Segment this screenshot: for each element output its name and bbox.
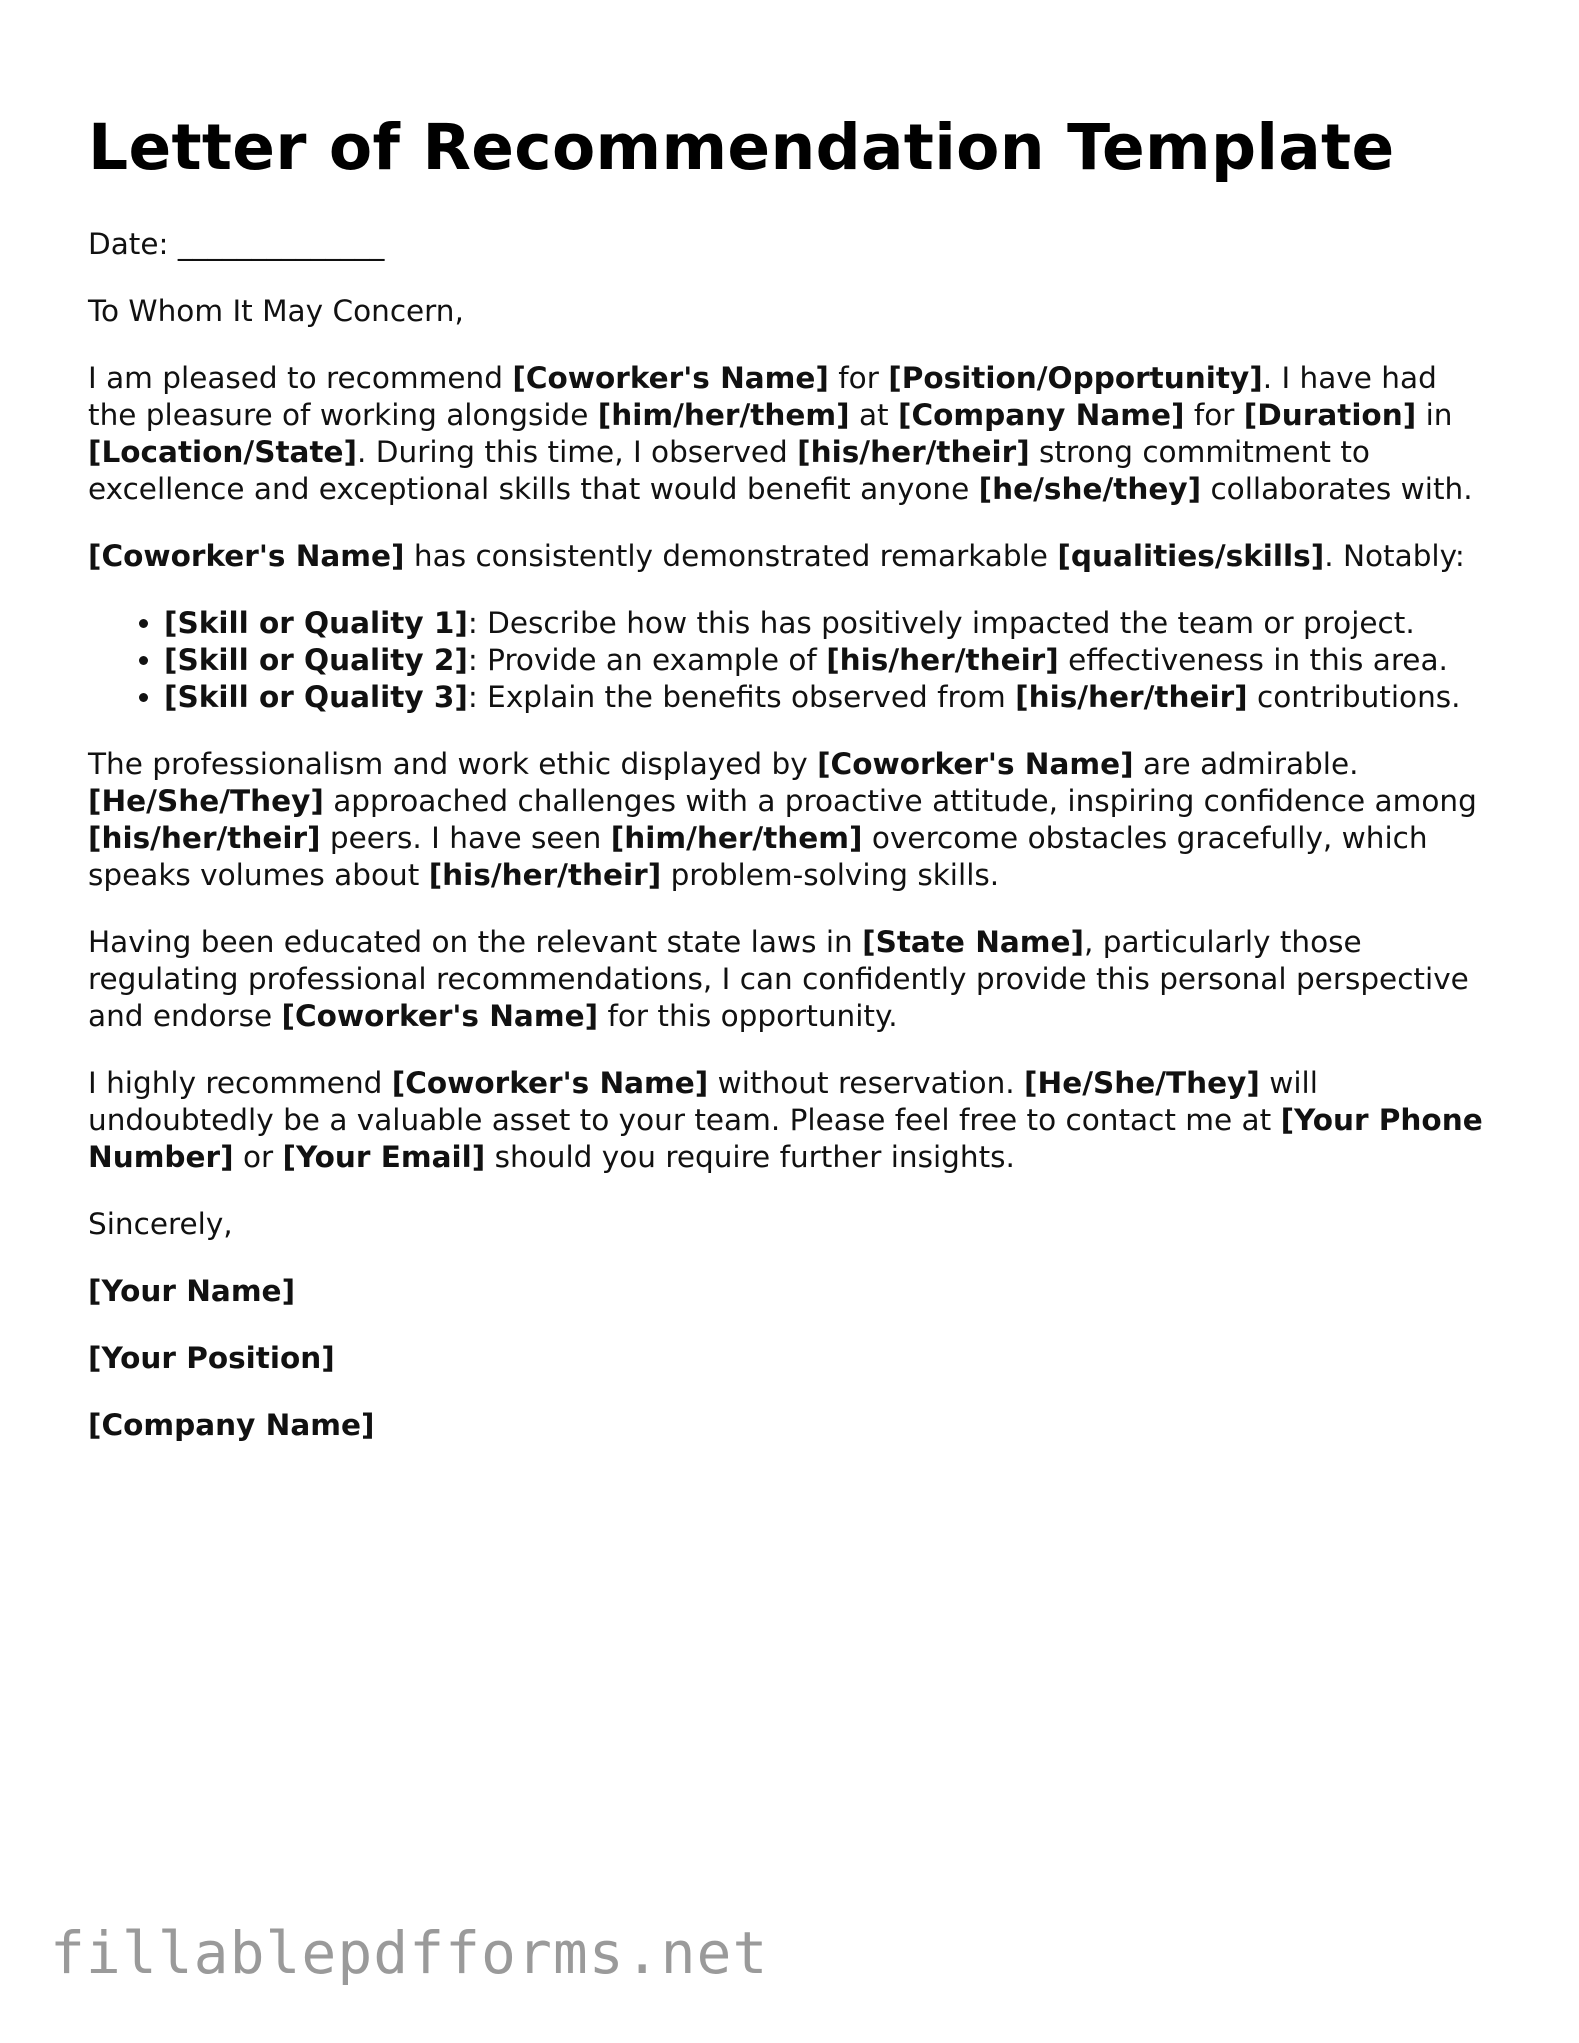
text: I highly recommend (88, 1066, 392, 1100)
placeholder-state-name: [State Name] (862, 925, 1085, 959)
date-blank: ______________ (177, 227, 385, 261)
date-line (88, 226, 1488, 263)
letter-page (88, 108, 1488, 1474)
text: The professionalism and work ethic displayed by (88, 747, 818, 781)
text: approached challenges with a proactive attitude, inspiring confidence among (323, 784, 1477, 818)
text: at (849, 398, 898, 432)
placeholder-pronoun: [him/her/them] (597, 398, 850, 432)
text: : Provide an example of (467, 643, 827, 677)
site-watermark: fillablepdfforms.net (50, 1919, 769, 1987)
signature-company: [Company Name] (88, 1408, 375, 1442)
placeholder-pronoun: [his/her/their] (1015, 680, 1248, 714)
placeholder-pronoun: [he/she/they] (978, 472, 1202, 506)
text: without reservation. (708, 1066, 1025, 1100)
text: , particularly those regulating professional recommendations, I can confidently provide this personal perspective and endorse (88, 925, 1469, 1033)
skill-label: [Skill or Quality 2] (164, 643, 468, 677)
text: peers. I have seen (320, 821, 611, 855)
text: . I have had the pleasure of working alongside (88, 361, 1437, 432)
text: . Notably: (1324, 539, 1465, 573)
list-item (164, 679, 1488, 716)
placeholder-coworker-name: [Coworker's Name] (391, 1066, 709, 1100)
placeholder-coworker-name: [Coworker's Name] (281, 999, 599, 1033)
placeholder-position: [Position/Opportunity] (888, 361, 1263, 395)
paragraph-professionalism (88, 746, 1488, 894)
page-title: Letter of Recommendation Template (88, 111, 1395, 184)
paragraph-intro (88, 360, 1488, 508)
placeholder-location: [Location/State] (88, 435, 358, 469)
text: . During this time, I observed (357, 435, 798, 469)
skills-list (88, 605, 1488, 716)
text: overcome obstacles gracefully, which speaks volumes about (88, 821, 1428, 892)
paragraph-state-laws (88, 924, 1488, 1035)
placeholder-pronoun: [his/her/their] (797, 435, 1030, 469)
signature-position: [Your Position] (88, 1341, 335, 1375)
signature-name: [Your Name] (88, 1274, 296, 1308)
placeholder-company-name: [Company Name] (897, 398, 1185, 432)
text: problem-solving skills. (661, 858, 1000, 892)
placeholder-pronoun: [He/She/They] (1024, 1066, 1260, 1100)
placeholder-pronoun: [He/She/They] (88, 784, 324, 818)
placeholder-qualities: [qualities/skills] (1057, 539, 1325, 573)
placeholder-pronoun: [his/her/their] (826, 643, 1059, 677)
text: collaborates with. (1201, 472, 1473, 506)
text: has consistently demonstrated remarkable (404, 539, 1058, 573)
text: effectiveness in this area. (1058, 643, 1448, 677)
placeholder-duration: [Duration] (1243, 398, 1417, 432)
list-item (164, 605, 1488, 642)
placeholder-coworker-name: [Coworker's Name] (88, 539, 405, 573)
text: strong commitment to excellence and exceptional skills that would benefit anyone (88, 435, 1370, 506)
date-label: Date: (88, 227, 169, 261)
closing: Sincerely, (88, 1207, 233, 1241)
text: for this opportunity. (598, 999, 898, 1033)
paragraph-recommend (88, 1065, 1488, 1176)
text: for (1184, 398, 1244, 432)
text: contributions. (1247, 680, 1461, 714)
placeholder-email: [Your Email] (282, 1140, 486, 1174)
text: Having been educated on the relevant state laws in (88, 925, 863, 959)
skill-label: [Skill or Quality 3] (164, 680, 468, 714)
text: : Explain the benefits observed from (467, 680, 1016, 714)
skill-label: [Skill or Quality 1] (164, 606, 468, 640)
text: are admirable. (1133, 747, 1359, 781)
text: : Describe how this has positively impacted the team or project. (467, 606, 1415, 640)
text: for (828, 361, 889, 395)
text: will undoubtedly be a valuable asset to your team. Please feel free to contact me at (88, 1066, 1318, 1137)
placeholder-phone: [Your Phone Number] (88, 1103, 1483, 1174)
signature-block (88, 1273, 1488, 1444)
placeholder-coworker-name: [Coworker's Name] (817, 747, 1134, 781)
text: I am pleased to recommend (88, 361, 513, 395)
placeholder-pronoun: [his/her/their] (428, 858, 662, 892)
paragraph-qualities (88, 538, 1488, 575)
placeholder-pronoun: [him/her/them] (610, 821, 863, 855)
placeholder-pronoun: [his/her/their] (88, 821, 321, 855)
placeholder-coworker-name: [Coworker's Name] (512, 361, 829, 395)
list-item (164, 642, 1488, 679)
text: should you require further insights. (485, 1140, 1015, 1174)
text: or (233, 1140, 283, 1174)
salutation: To Whom It May Concern, (88, 294, 464, 328)
text: in (1416, 398, 1453, 432)
